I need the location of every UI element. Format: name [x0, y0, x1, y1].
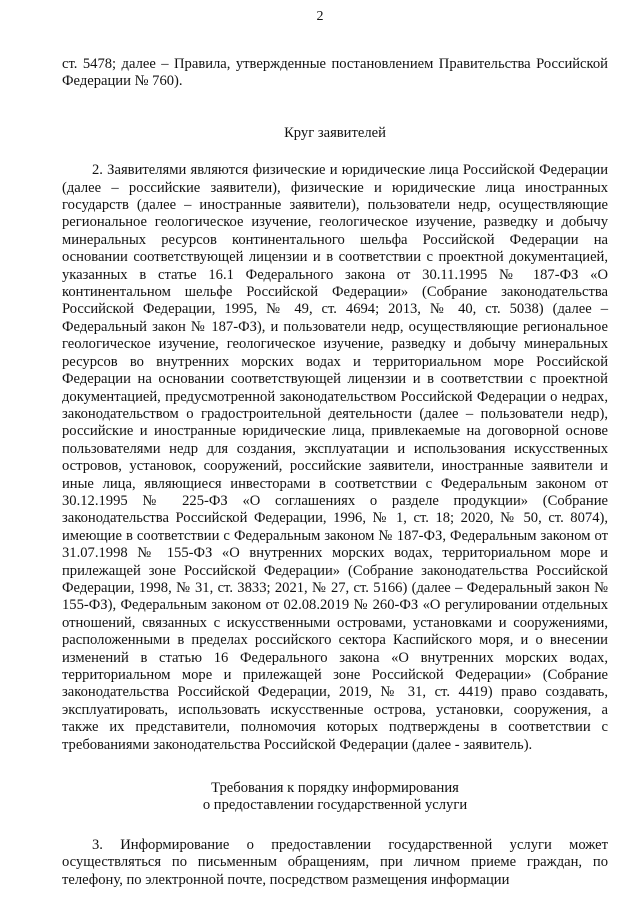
paragraph-continuation: ст. 5478; далее – Правила, утвержденные постановлением Правительства Российской Федерации № 760). — [62, 56, 608, 90]
page-number: 2 — [316, 9, 324, 24]
section-heading-information-requirements — [62, 780, 608, 815]
document-body — [62, 0, 608, 889]
section-heading-applicants: Круг заявителей — [284, 124, 386, 141]
heading-line-1: Требования к порядку информирования — [211, 780, 459, 797]
paragraph-2-applicants: 2. Заявителями являются физические и юридические лица Российской Федерации (далее – российские заявители), физические и юридические лица иностранных государств (далее – иностранные заявители), пользователи недр, осуществляющие региональное геологическое изучение, геологическое изучение, разведку и добычу минеральных ресурсов континентального шельфа Российской Федерации на основании соответствующей лицензии и в соответствии с проектной документацией, указанных в статье 16.1 Федерального закона от 30.11.1995 № 187-ФЗ «О континентальном шельфе Российской Федерации» (Собрание законодательства Российской Федерации, 1995, № 49, ст. 4694; 2013, № 40, ст. 5038) (далее – Федеральный закон № 187-ФЗ), и пользователи недр, осуществляющие региональное геологическое изучение, геологическое изучение, разведку и добычу минеральных ресурсов во внутренних морских водах и территориальном море Российской Федерации на основании соответствующей лицензии и в соответствии с проектной документацией, предусмотренной законодательством Российской Федерации о недрах, законодательством о градостроительной деятельности (далее – пользователи недр), российские и иностранные юридические лица, привлекаемые на договорной основе пользователями недр для создания, эксплуатации и использования искусственных островов, установок, сооружений, российские заявители, иностранные заявители и иные лица, являющиеся инвесторами в соответствии с Федеральным законом от 30.12.1995 № 225-ФЗ «О соглашениях о разделе продукции» (Собрание законодательства Российской Федерации, 1996, № 1, ст. 18; 2020, № 50, ст. 8074), имеющие в соответствии с Федеральным законом № 187-ФЗ, Федеральным законом от 31.07.1998 № 155-ФЗ «О внутренних морских водах, территориальном море и прилежащей зоне Российской Федерации» (Собрание законодательства Российской Федерации, 1998, № 31, ст. 3833; 2021, № 27, ст. 5166) (далее – Федеральный закон № 155-ФЗ), Федеральным законом от 02.08.2019 № 260-ФЗ «О регулировании отдельных отношений, связанных с искусственными островами, установками и сооружениями, расположенными в пределах российского сектора Каспийского моря, и о внесении изменений в статью 16 Федерального закона «О внутренних морских водах, территориальном море и прилежащей зоне Российской Федерации» (Собрание законодательства Российской Федерации, 2019, № 31, ст. 4419) право создавать, эксплуатировать, использовать искусственные острова, установки, сооружения, а также их представители, полномочия которых подтверждены в соответствии с требованиями законодательства Российской Федерации (далее - заявитель). — [62, 162, 608, 753]
heading-line-2: о предоставлении государственной услуги — [202, 797, 468, 814]
paragraph-3-informing: 3. Информирование о предоставлении государственной услуги может осуществляться по письменным обращениям, при личном приеме граждан, по телефону, по электронной почте, посредством размещения информации — [62, 836, 608, 888]
